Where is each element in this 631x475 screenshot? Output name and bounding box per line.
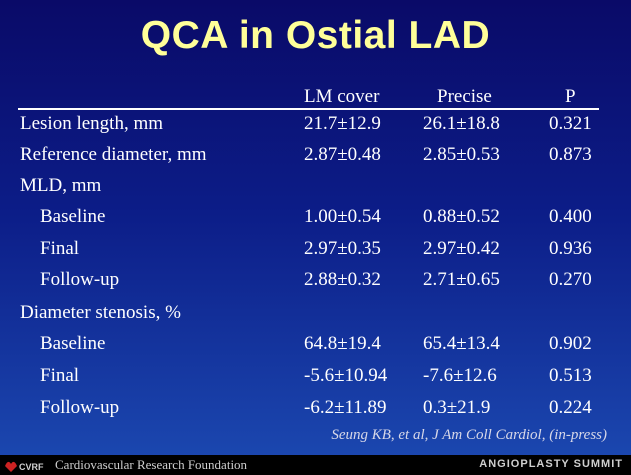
precise-value: 2.97±0.42 [423, 238, 500, 259]
p-value: 0.321 [549, 113, 592, 134]
row-label: Baseline [40, 333, 106, 354]
summit-name: ANGIOPLASTY SUMMIT [479, 458, 623, 470]
table-section-row [0, 175, 631, 203]
table-row [0, 206, 631, 234]
row-label: Baseline [40, 206, 106, 227]
table-row [0, 333, 631, 361]
lm-cover-value: 2.97±0.35 [304, 238, 381, 259]
section-label: Diameter stenosis, % [20, 302, 181, 323]
p-value: 0.270 [549, 269, 592, 290]
citation: Seung KB, et al, J Am Coll Cardiol, (in-press) [331, 427, 607, 443]
row-label: Reference diameter, mm [20, 144, 207, 165]
lm-cover-value: -6.2±11.89 [304, 397, 387, 418]
precise-value: -7.6±12.6 [423, 365, 497, 386]
svg-text:CVRF: CVRF [19, 462, 44, 472]
row-label: Final [40, 365, 80, 386]
p-value: 0.902 [549, 333, 592, 354]
lm-cover-value: 64.8±19.4 [304, 333, 381, 354]
column-header-p: P [565, 86, 576, 107]
table-row [0, 269, 631, 297]
p-value: 0.873 [549, 144, 592, 165]
lm-cover-value: 1.00±0.54 [304, 206, 381, 227]
foundation-name: Cardiovascular Research Foundation [55, 457, 248, 472]
precise-value: 0.3±21.9 [423, 397, 491, 418]
row-label: Final [40, 238, 80, 259]
table-row [0, 144, 631, 172]
lm-cover-value: 2.87±0.48 [304, 144, 381, 165]
p-value: 0.513 [549, 365, 592, 386]
section-label: MLD, mm [20, 175, 102, 196]
table-row [0, 365, 631, 393]
table-section-row [0, 302, 631, 330]
precise-value: 2.85±0.53 [423, 144, 500, 165]
column-header-lm-cover: LM cover [304, 86, 380, 107]
lm-cover-value: 21.7±12.9 [304, 113, 381, 134]
precise-value: 0.88±0.52 [423, 206, 500, 227]
precise-value: 65.4±13.4 [423, 333, 500, 354]
column-header-precise: Precise [437, 86, 492, 107]
footer-bar [0, 455, 631, 475]
table-row [0, 113, 631, 141]
row-label: Lesion length, mm [20, 113, 164, 134]
header-divider [18, 108, 599, 110]
table-row [0, 238, 631, 266]
lm-cover-value: 2.88±0.32 [304, 269, 381, 290]
row-label: Follow-up [40, 397, 120, 418]
table-row [0, 397, 631, 425]
precise-value: 26.1±18.8 [423, 113, 500, 134]
cvrf-logo [4, 457, 50, 473]
row-label: Follow-up [40, 269, 120, 290]
p-value: 0.936 [549, 238, 592, 259]
p-value: 0.400 [549, 206, 592, 227]
p-value: 0.224 [549, 397, 592, 418]
slide-title: QCA in Ostial LAD [140, 14, 491, 57]
lm-cover-value: -5.6±10.94 [304, 365, 388, 386]
precise-value: 2.71±0.65 [423, 269, 500, 290]
